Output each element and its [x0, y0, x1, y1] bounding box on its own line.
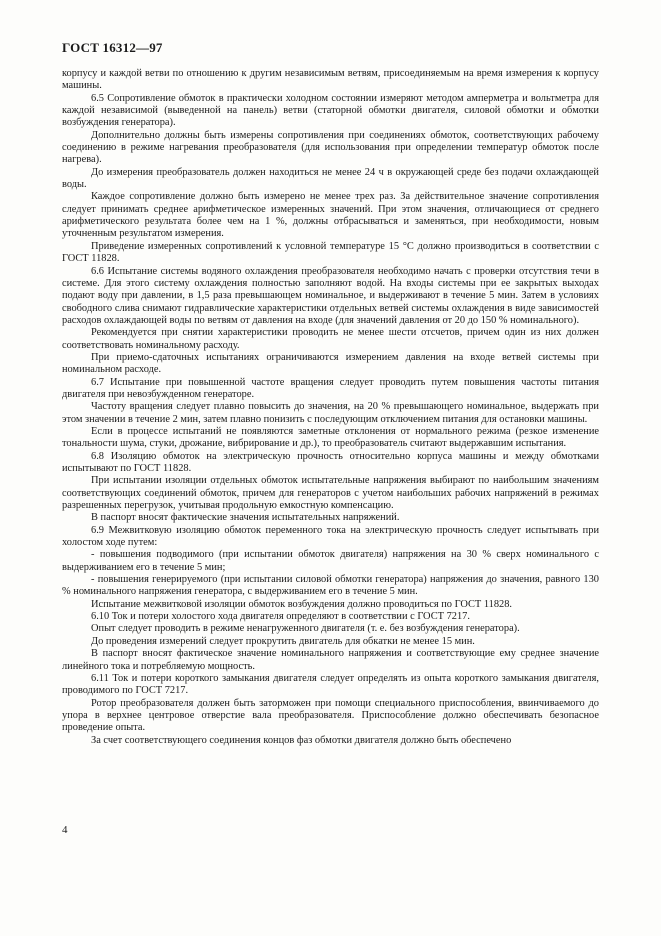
paragraph: 6.11 Ток и потери короткого замыкания двигателя следует определять из опыта короткого замыкания двигателя, проводимого по ГОСТ 7217. — [62, 672, 599, 697]
paragraph: 6.8 Изоляцию обмоток на электрическую прочность относительно корпуса машины и между обмотками испытывают по ГОСТ 11828. — [62, 450, 599, 474]
paragraph: Частоту вращения следует плавно повысить до значения, на 20 % превышающего номинальное, выдержать при этом значении в течение 2 мин, затем плавно понизить с последующим отключением питания для остановки машины. — [62, 401, 599, 425]
paragraph: - повышения подводимого (при испытании обмоток двигателя) напряжения на 30 % сверх номинального с выдерживанием его в течение 5 мин; — [62, 549, 599, 573]
paragraph: Опыт следует проводить в режиме ненагруженного двигателя (т. е. без возбуждения генератора). — [91, 623, 520, 635]
document-body — [62, 68, 599, 747]
paragraph: Приведение измеренных сопротивлений к условной температуре 15 °С должно производиться в соответствии с ГОСТ 11828. — [62, 240, 599, 265]
paragraph: Если в процессе испытаний не появляются заметные отклонения от нормального режима (резкое изменение тональности шума, стуки, дрожание, вибрирование и др.), то преобразователь считают выдержавшим испытания. — [62, 425, 599, 450]
paragraph: - повышения генерируемого (при испытании силовой обмотки генератора) напряжения до значения, равного 130 % номинального напряжения генератора, с выдерживанием его в течение 5 мин. — [62, 574, 599, 598]
paragraph: До проведения измерений следует прокрутить двигатель для обкатки не менее 15 мин. — [91, 635, 475, 647]
paragraph: В паспорт вносят фактическое значение номинального напряжения и соответствующие ему среднее значение линейного тока и потребляемую мощность. — [62, 648, 599, 672]
paragraph: До измерения преобразователь должен находиться не менее 24 ч в окружающей среде без подачи охлаждающей воды. — [62, 166, 599, 191]
paragraph: 6.10 Ток и потери холостого хода двигателя определяют в соответствии с ГОСТ 7217. — [91, 611, 470, 623]
paragraph: За счет соответствующего соединения концов фаз обмотки двигателя должно быть обеспечено — [91, 734, 512, 746]
paragraph: 6.6 Испытание системы водяного охлаждения преобразователя необходимо начать с проверки отсутствия течи в системе. Для этого систему охлаждения полностью заполняют водой. На входы системы при ее закрытых выходах подают воду при давлении, в 1,5 раза превышающем номинальное, и выдерживают в течение 5 мин. Затем в условиях свободного слива снимают гидравлические характеристики отдельных ветвей системы охлаждения в виде зависимостей расходов охлаждающей воды по ветвям от давления на входе (для значений давления от 20 до 150 % номинального). — [62, 265, 599, 326]
paragraph: В паспорт вносят фактические значения испытательных напряжений. — [91, 512, 400, 524]
paragraph: 6.5 Сопротивление обмоток в практически холодном состоянии измеряют методом амперметра и вольтметра для каждой независимой (выведенной на панель) ветви (статорной обмотки двигателя, силовой обмотки и обмотки возбуждения генератора). — [62, 92, 599, 129]
paragraph: 6.9 Межвитковую изоляцию обмоток переменного тока на электрическую прочность следует испытывать при холостом ходе путем: — [62, 524, 599, 549]
paragraph: Дополнительно должны быть измерены сопротивления при соединениях обмоток, соответствующих рабочему соединению в режиме нагревания преобразователя (для использования при определении температур обмоток после нагрева). — [62, 129, 599, 166]
page-number: 4 — [62, 824, 68, 836]
paragraph: Рекомендуется при снятии характеристики проводить не менее шести отсчетов, причем один из них должен соответствовать номинальному расходу. — [62, 327, 599, 351]
paragraph: 6.7 Испытание при повышенной частоте вращения следует проводить путем повышения частоты питания двигателя при невозбужденном генераторе. — [62, 376, 599, 400]
paragraph: Ротор преобразователя должен быть заторможен при помощи специального приспособления, ввинчиваемого до упора в верхнее центровое отверстие вала преобразователя. Приспособление должно обеспечивать безопасное проведение опыта. — [62, 697, 599, 734]
paragraph: Испытание межвитковой изоляции обмоток возбуждения должно проводиться по ГОСТ 11828. — [91, 598, 513, 610]
paragraph: При приемо-сдаточных испытаниях ограничиваются измерением давления на входе ветвей системы при номинальном расходе. — [62, 351, 599, 376]
paragraph: корпусу и каждой ветви по отношению к другим независимым ветвям, присоединяемым на время измерения к корпусу машины. — [62, 68, 599, 92]
standard-header: ГОСТ 16312—97 — [62, 40, 163, 55]
paragraph: При испытании изоляции отдельных обмоток испытательные напряжения выбирают по наибольшим значениям соответствующих соединений обмоток, причем для генераторов с учетом наибольших рабочих напряжений в режимах разрешенных перегрузок, учитывая продольную емкостную компенсацию. — [62, 475, 599, 512]
paragraph: Каждое сопротивление должно быть измерено не менее трех раз. За действительное значение сопротивления следует принимать среднее арифметическое измеренных значений. При этом значения, отличающиеся от среднего арифметического результата более чем на 1 %, должны отбрасываться и заменяться, при необходимости, новым уточненным результатом измерения. — [62, 191, 599, 240]
